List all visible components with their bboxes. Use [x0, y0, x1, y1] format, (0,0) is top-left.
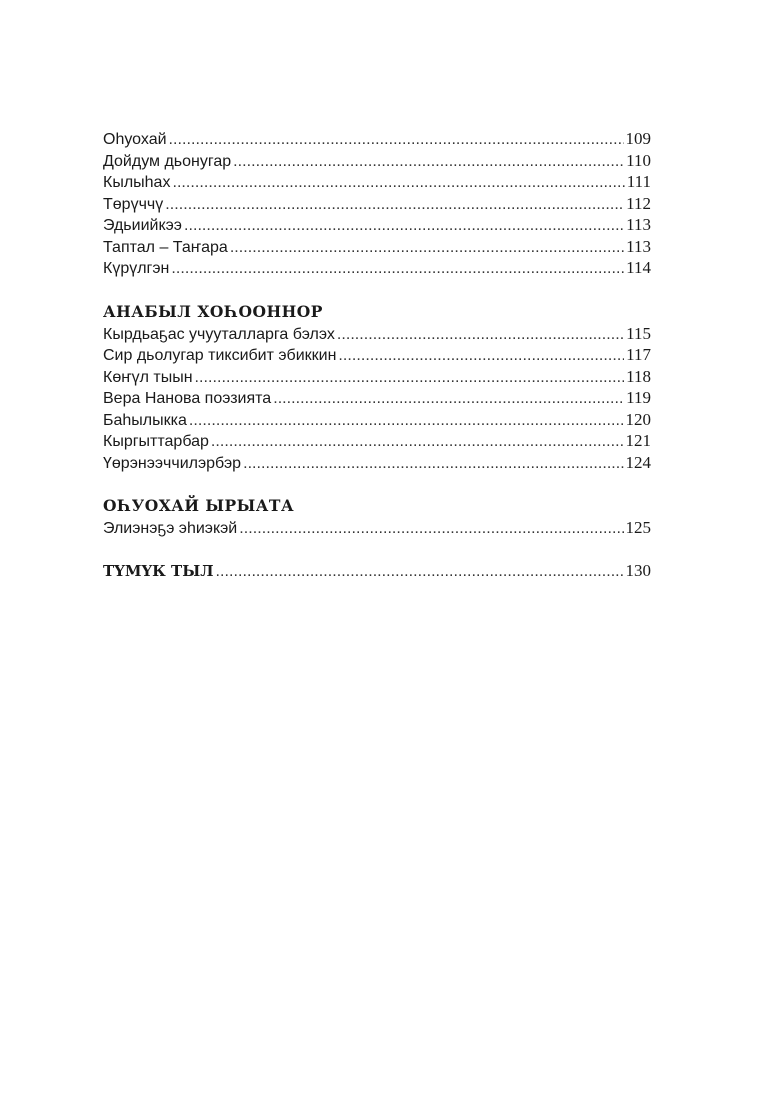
entry-page: 121 [625, 431, 651, 450]
dot-leader [337, 324, 624, 346]
entry-title: Күрүлгэн [103, 260, 170, 277]
dot-leader [211, 431, 624, 453]
dot-leader [239, 518, 623, 540]
entry-title: Көҥүл тыын [103, 368, 193, 386]
dot-leader [338, 345, 624, 367]
dot-leader [171, 258, 624, 280]
toc-entry [103, 517, 651, 539]
entry-title: Оһуохай [103, 131, 167, 148]
dot-leader [169, 129, 624, 151]
entry-page: 130 [625, 560, 651, 580]
toc-entry [103, 150, 651, 172]
toc-entry [103, 323, 651, 345]
entry-page: 114 [626, 258, 651, 277]
entry-title: ТҮМҮК ТЫЛ [103, 561, 214, 580]
toc-entry [103, 409, 651, 431]
dot-leader [184, 215, 624, 237]
entry-page: 118 [626, 366, 651, 386]
toc-entry [103, 430, 651, 452]
dot-leader [195, 367, 625, 389]
entry-page: 115 [626, 323, 651, 343]
dot-leader [243, 453, 623, 475]
entry-page: 109 [625, 129, 651, 148]
entry-title: Кылыһах [103, 174, 171, 191]
toc-entry [103, 366, 651, 388]
entry-page: 112 [626, 193, 651, 213]
entry-title: Кырдьаҕас учууталларга бэлэх [103, 325, 335, 343]
entry-title: Кыргыттарбар [103, 433, 209, 450]
entry-title: Сир дьолугар тиксибит эбиккин [103, 347, 337, 364]
toc-entry [103, 193, 651, 215]
entry-title: Элиэнэҕэ эһиэкэй [103, 520, 238, 537]
toc-section-3 [103, 495, 651, 539]
dot-leader [216, 561, 624, 583]
entry-page: 119 [626, 388, 651, 407]
entry-title: Үөрэнээччилэрбэр [103, 454, 242, 472]
spacer [103, 539, 651, 560]
dot-leader [233, 151, 624, 173]
entry-page: 125 [625, 518, 651, 537]
dot-leader [165, 194, 624, 216]
toc-entry [103, 236, 651, 258]
toc-section-1 [103, 128, 651, 279]
toc-entry [103, 387, 651, 409]
toc-entry [103, 214, 651, 236]
dot-leader [273, 388, 624, 410]
toc-section-2 [103, 301, 651, 474]
dot-leader [230, 237, 624, 259]
toc-entry [103, 344, 651, 366]
spacer [103, 279, 651, 301]
entry-page: 124 [625, 452, 651, 472]
entry-title: Дойдум дьонугар [103, 152, 232, 170]
entry-title: Төрүччү [103, 195, 164, 213]
entry-page: 120 [625, 409, 651, 429]
toc-entry [103, 257, 651, 279]
toc-entry-final [103, 560, 651, 582]
entry-page: 111 [626, 172, 651, 191]
entry-page: 113 [626, 215, 651, 234]
section-heading: ОҺУОХАЙ ЫРЫАТА [103, 496, 295, 515]
spacer [103, 473, 651, 495]
entry-title: Вера Нанова поэзията [103, 390, 272, 407]
toc-entry [103, 452, 651, 474]
dot-leader [172, 172, 624, 194]
entry-page: 113 [626, 236, 651, 256]
entry-page: 110 [626, 150, 651, 170]
entry-title: Таптал – Таҥара [103, 238, 228, 256]
section-heading: АНАБЫЛ ХОҺООННОР [103, 301, 323, 321]
entry-title: Эдьиийкээ [103, 217, 182, 234]
toc-entry [103, 171, 651, 193]
dot-leader [189, 410, 624, 432]
toc-entry [103, 128, 651, 150]
entry-title: Баһылыкка [103, 411, 187, 429]
table-of-contents [103, 128, 651, 581]
entry-page: 117 [626, 345, 651, 364]
